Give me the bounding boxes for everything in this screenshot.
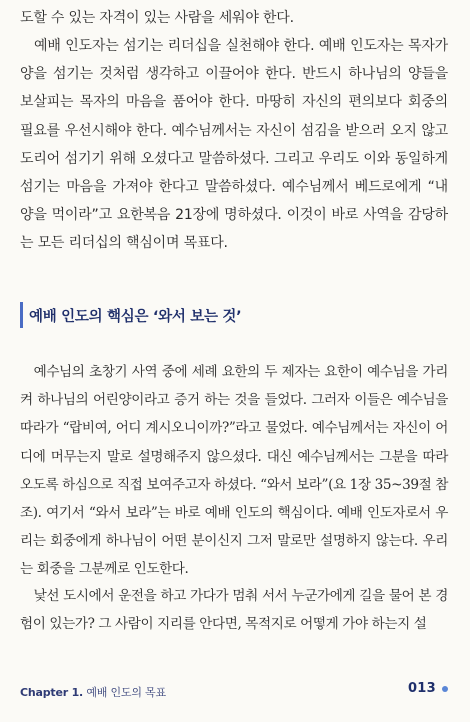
page-number: 013 xyxy=(407,681,436,696)
footer-chapter-label: Chapter 1. xyxy=(20,686,84,699)
body-paragraph-directions: 낯선 도시에서 운전을 하고 가다가 멈춰 서서 누군가에게 길을 물어 본 경험이 있는가? 그 사람이 지리를 안다면, 목적지로 어떻게 가야 하는지 설 xyxy=(20,588,448,633)
body-paragraph-continued: 도할 수 있는 자격이 있는 사람을 세워야 한다. xyxy=(20,10,294,26)
section-heading xyxy=(20,302,241,328)
section-accent-bar xyxy=(20,302,23,328)
footer-chapter-title xyxy=(20,684,166,700)
body-paragraph-servant-leadership: 예배 인도자는 섬기는 리더십을 실천해야 한다. 예배 인도자는 목자가 양을 섬기는 것처럼 생각하고 이끌어야 한다. 반드시 하나님의 양들을 보살피는 목자의 마음을 품어야 한다. 마땅히 자신의 편의보다 회중의 필요를 우선시해야 한다. 예수님께서는 자신이 섬김을 받으러 오지 않고 도리어 섬기기 위해 오셨다고 말씀하셨다. 그리고 우리도 이와 동일하게 섬기는 마음을 가져야 한다고 말씀하셨다. 예수님께서 베드로에게 “내 양을 먹이라”고 요한복음 21장에 명하셨다. 이것이 바로 사역을 감당하는 모든 리더십의 핵심이며 목표다. xyxy=(20,38,448,252)
page-dot-icon xyxy=(442,686,448,692)
body-paragraph-come-and-see: 예수님의 초창기 사역 중에 세례 요한의 두 제자는 요한이 예수님을 가리켜 하나님의 어린양이라고 증거 하는 것을 들었다. 그러자 이들은 예수님을 따라가 “랍비여, 어디 계시오니이까?”라고 물었다. 예수님께서는 자신이 어디에 머무는지 말로 설명해주지 않으셨다. 대신 예수님께서는 그분을 따라오도록 하심으로 직접 보여주고자 하셨다. “와서 보라”(요 1장 35~39절 참조). 여기서 “와서 보라”는 바로 예배 인도의 핵심이다. 예배 인도자로서 우리는 회중에게 하나님이 어떤 분이신지 그저 말로만 설명하지 않는다. 우리는 회중을 그분께로 인도한다. xyxy=(20,364,449,578)
footer-page-number xyxy=(408,681,448,696)
footer-chapter-name: 예배 인도의 목표 xyxy=(86,686,166,699)
section-title: 예배 인도의 핵심은 ‘와서 보는 것’ xyxy=(29,308,242,325)
